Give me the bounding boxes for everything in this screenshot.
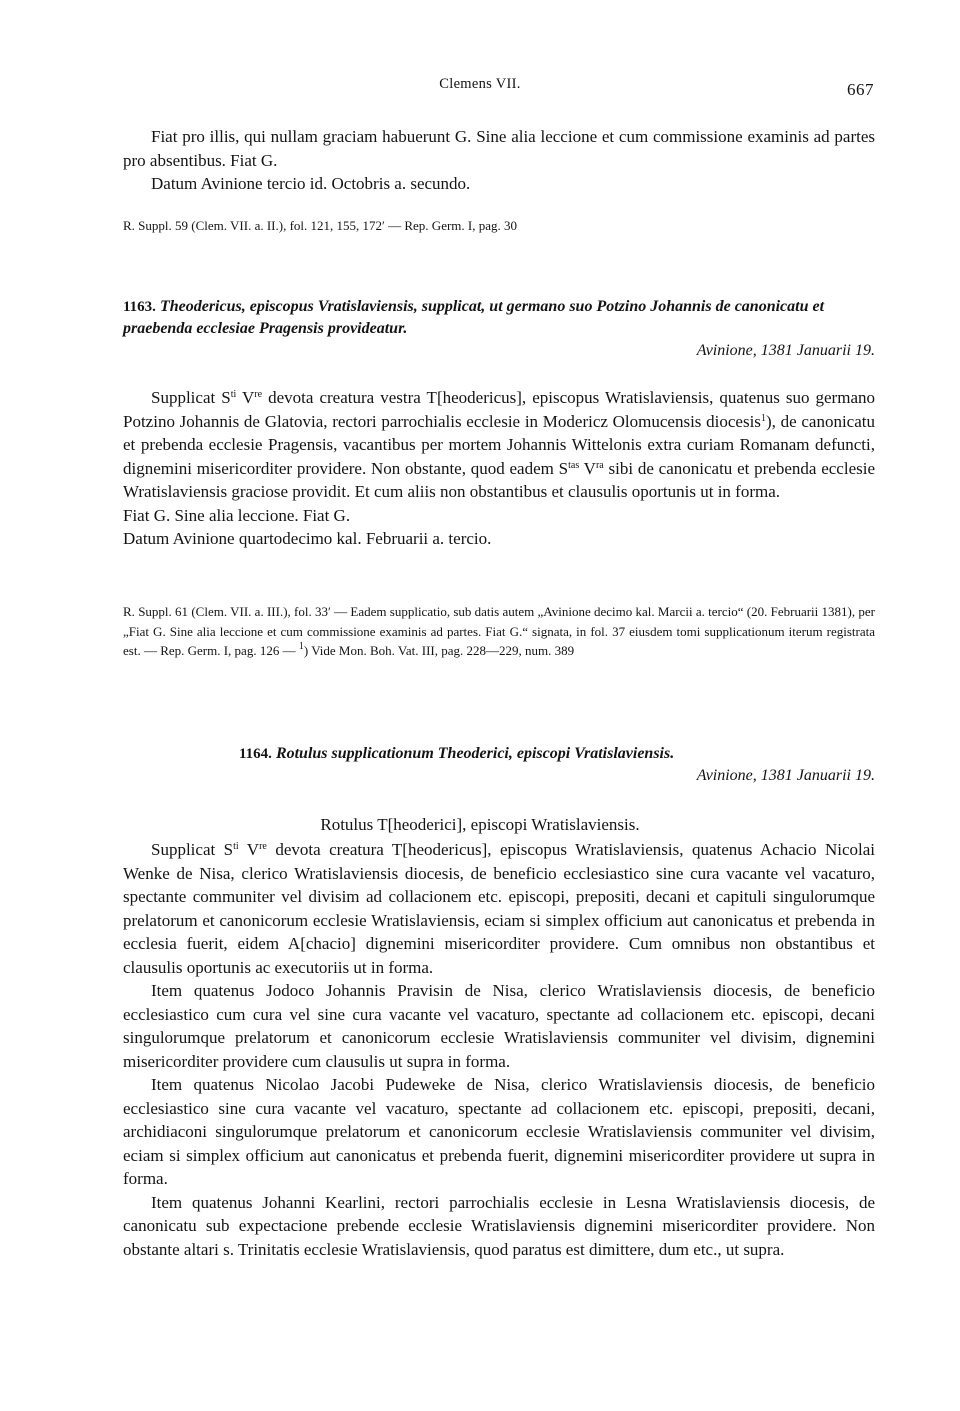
supplication-text: Supplicat $S^{ti}$ Vre devota creatura vestra T[heodericus], episcopus Wratislaviensis, quatenus suo germano Potzino Johannis de Glatovia, rectori parrochialis ecclesie in Modericz Olomucensis diocesis$^1$), de canonicatu et prebenda ecclesie Pragensis, vacantibus per mortem Johannis Wittelonis extra curiam Romanam defuncti, dignemini misericorditer providere. Non obstante, quod eadem $S^{tas}$ $V^{ra}$ sibi de canonicatu et prebenda ecclesie Wratislaviensis graciose providit. Et cum aliis non obstantibus et clausulis oportunis ut in forma. <box>123 388 875 501</box>
entry-number: 1164. <box>239 746 272 762</box>
rotulus-paragraph-1: Supplicat $S^{ti}$ Vre devota creatura T[heodericus], episcopus Wratislaviensis, quatenus Achacio Nicolai Wenke de Nisa, clerico Wratislaviensis diocesis, de beneficio ecclesiastico sine cura vacante vel vacaturo, spectante communiter vel divisim ad collacionem etc. episcopi, prepositi, decani et capituli singulorumque prelatorum et canonicorum ecclesie Wratislaviensis, eciam si simplex officium aut canonicatus et prebenda in ecclesia fuerit, eidem A[chacio] dignemini misericorditer providere. Cum omnibus non obstantibus et clausulis oportunis ac executoriis ut in forma. <box>123 840 875 977</box>
page-number: 667 <box>847 80 874 99</box>
fiat-line: Fiat G. Sine alia leccione. Fiat G. <box>123 505 351 525</box>
rotulus-title: Rotulus T[heoderici], episcopi Wratislaviensis. <box>320 815 640 834</box>
entry-title: Rotulus supplicationum Theoderici, episcopi Vratislaviensis. <box>275 745 675 762</box>
previous-entry-datum: Datum Avinione tercio id. Octobris a. secundo. <box>151 174 471 193</box>
entry-place-date: Avinione, 1381 Januarii 19. <box>696 767 875 784</box>
entry-1163-heading <box>123 296 875 339</box>
entry-1163-source-note: R. Suppl. 61 (Clem. VII. a. III.), fol. 33′ — Eadem supplicatio, sub datis autem „Avinione decimo kal. Marcii a. tercio“ (20. Februarii 1381), per „Fiat G. Sine alia leccione et cum commissione examinis ad partes. Fiat G.“ signata, in fol. 37 eiusdem tomi supplicationum iterum registrata est. — Rep. Germ. I, pag. 126 — $^1$) Vide Mon. Boh. Vat. III, pag. 228—229, num. 389 <box>123 604 875 658</box>
entry-number: 1163. <box>123 299 156 315</box>
rotulus-paragraph-3: Item quatenus Nicolao Jacobi Pudeweke de Nisa, clerico Wratislaviensis diocesis, de beneficio ecclesiastico sine cura vacante vel vacaturo, spectante ad collacionem etc. episcopi, prepositi, decani, archidiaconi singulorumque prelatorum et canonicorum ecclesie Wratislaviensis communiter vel divisim, eciam si simplex officium aut canonicatus et prebenda fuerit, dignemini misericorditer providere ut supra in forma. <box>123 1075 875 1188</box>
entry-1163-body <box>123 386 875 551</box>
rotulus-paragraph-4: Item quatenus Johanni Kearlini, rectori parrochialis ecclesie in Lesna Wratislaviensis diocesis, de canonicatu sub expectacione prebende ecclesie Wratislaviensis dignemini misericorditer providere. Non obstante altari s. Trinitatis ecclesie Wratislaviensis, quod paratus est dimittere, dum etc., ut supra. <box>123 1192 875 1259</box>
running-title: Clemens VII. <box>439 76 521 92</box>
datum-line: Datum Avinione quartodecimo kal. Februarii a. tercio. <box>123 529 492 548</box>
entry-1164-heading <box>123 743 875 765</box>
previous-entry-text <box>123 125 875 196</box>
running-head <box>0 76 960 99</box>
entry-place-date: Avinione, 1381 Januarii 19. <box>696 342 875 359</box>
entry-1164-body <box>123 838 875 1261</box>
previous-entry-paragraph: Fiat pro illis, qui nullam graciam habuerunt G. Sine alia leccione et cum commissione examinis ad partes pro absentibus. Fiat G. <box>123 127 875 170</box>
entry-title: Theodericus, episcopus Vratislaviensis, supplicat, ut germano suo Potzino Johannis de canonicatu et praebenda ecclesiae Pragensis provideatur. <box>123 298 825 337</box>
previous-entry-source-note: R. Suppl. 59 (Clem. VII. a. II.), fol. 121, 155, 172′ — Rep. Germ. I, pag. 30 <box>123 218 517 233</box>
rotulus-paragraph-2: Item quatenus Jodoco Johannis Pravisin de Nisa, clerico Wratislaviensis diocesis, de beneficio ecclesiastico cum cura vel sine cura vacante vel vacaturo, spectante ad collacionem etc. episcopi, decani singulorumque prelatorum et canonicorum ecclesie Wratislaviensis communiter vel divisim, dignemini misericorditer providere cum clausulis ut supra in forma. <box>123 981 875 1071</box>
